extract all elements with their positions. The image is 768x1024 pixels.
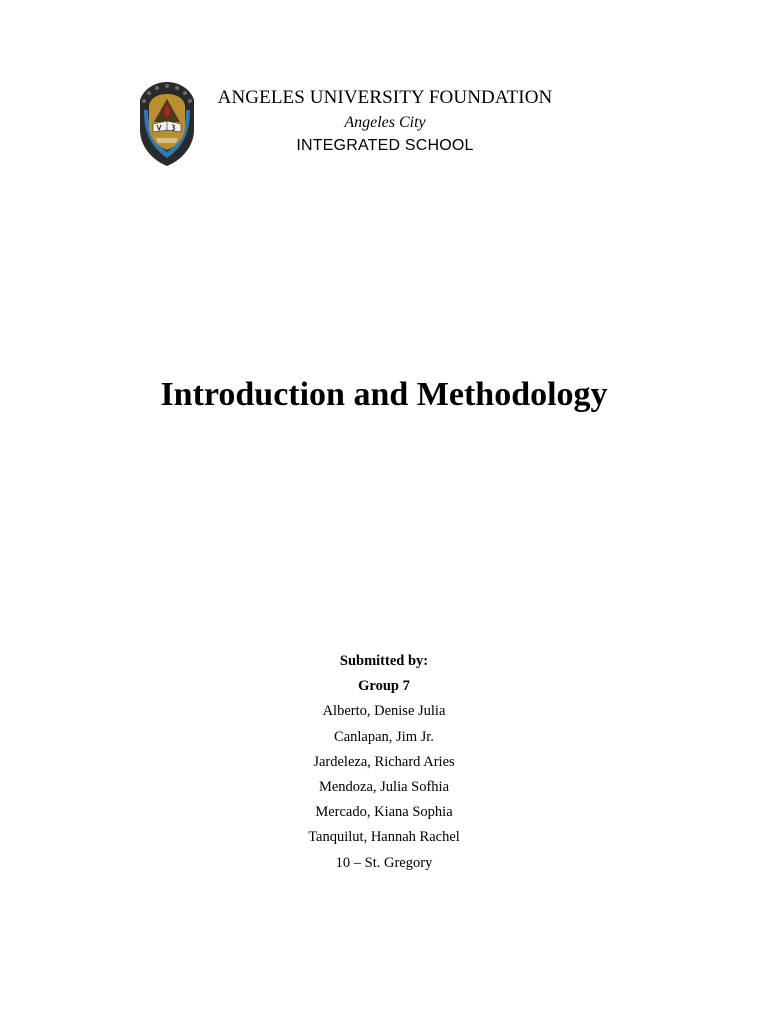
member-name: Mendoza, Julia Sofhia [318, 778, 450, 795]
group-name: Group 7 [358, 678, 410, 695]
institution-city: Angeles City [344, 114, 426, 131]
member-name: Tanquilut, Hannah Rachel [308, 829, 460, 846]
member-name: Mercado, Kiana Sophia [315, 804, 453, 821]
institution-name: ANGELES UNIVERSITY FOUNDATION [217, 87, 553, 108]
member-name: Canlapan, Jim Jr. [334, 728, 434, 745]
member-name: Jardeleza, Richard Aries [313, 753, 455, 770]
submitted-by-label: Submitted by: [339, 653, 429, 669]
member-name: Alberto, Denise Julia [322, 703, 446, 720]
school-name: INTEGRATED SCHOOL [296, 137, 474, 154]
document-title: Introduction and Methodology [160, 376, 608, 413]
section-name: 10 – St. Gregory [335, 854, 433, 871]
submission-block [234, 649, 534, 876]
